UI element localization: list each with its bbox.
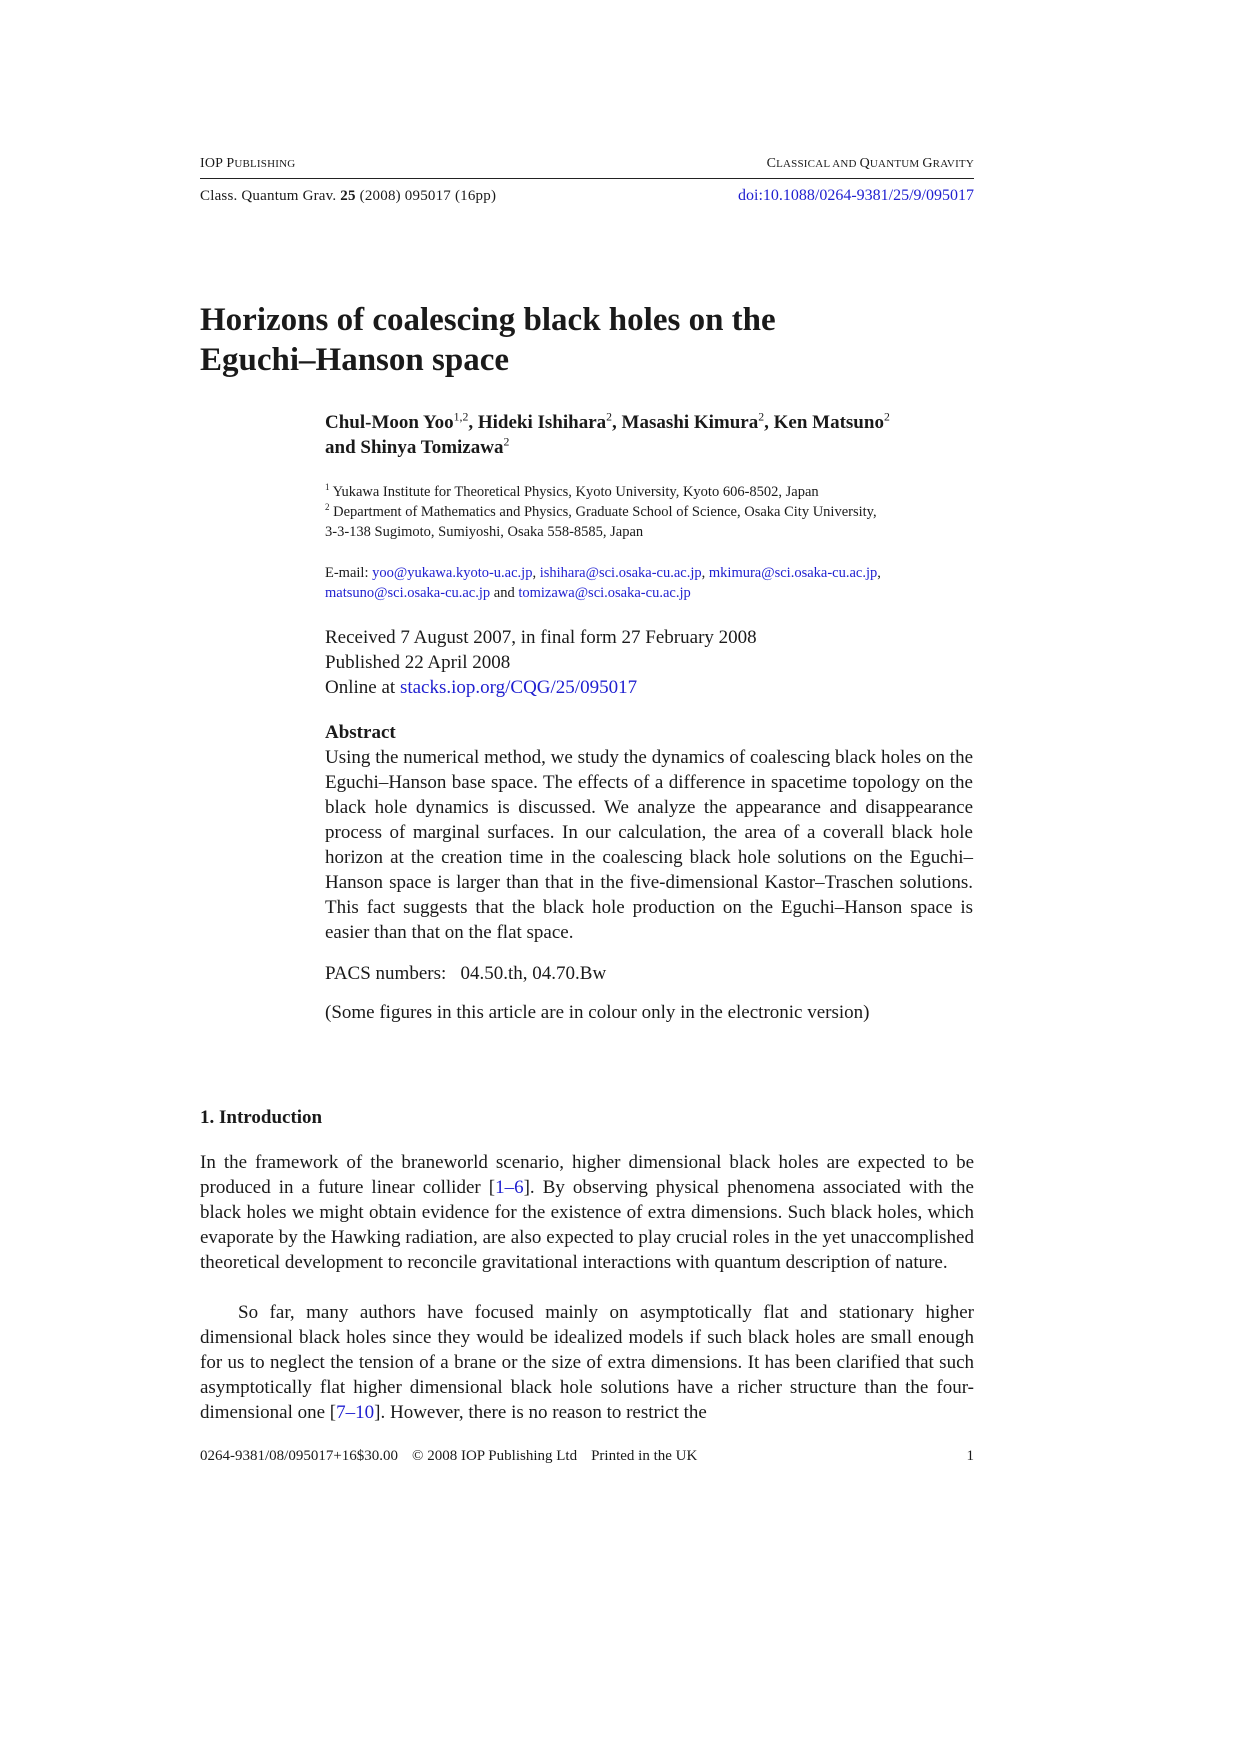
author-name: Chul-Moon Yoo bbox=[325, 412, 454, 433]
paragraph bbox=[200, 1300, 974, 1425]
affiliation-text: Department of Mathematics and Physics, Graduate School of Science, Osaka City University, bbox=[329, 504, 877, 520]
affiliation-2-line-2: 3-3-138 Sugimoto, Sumiyoshi, Osaka 558-8585, Japan bbox=[325, 524, 644, 540]
publisher-name bbox=[200, 156, 295, 172]
abstract bbox=[325, 720, 973, 945]
author-name: , Masashi Kimura bbox=[612, 412, 759, 433]
email-label: E-mail: bbox=[325, 565, 373, 581]
issn: 0264-9381/08/095017+16$30.00 bbox=[200, 1448, 399, 1464]
paragraph bbox=[200, 1150, 974, 1275]
author-list bbox=[325, 410, 975, 460]
affiliation-marker: 2 bbox=[325, 502, 330, 513]
affiliation-text: Yukawa Institute for Theoretical Physics, Kyoto University, Kyoto 606-8502, Japan bbox=[329, 484, 819, 500]
online-link[interactable]: stacks.iop.org/CQG/25/095017 bbox=[399, 677, 638, 698]
affiliation-marker: 1 bbox=[325, 482, 330, 493]
citation-prefix: Class. Quantum Grav. bbox=[200, 188, 341, 204]
printed-in: Printed in the UK bbox=[591, 1448, 698, 1464]
header-rule bbox=[200, 178, 974, 179]
journal-word-2: UANTUM bbox=[869, 158, 923, 170]
abstract-text: Using the numerical method, we study the dynamics of coalescing black holes on the Eguchi–Hanson base space. The effects of a difference in spacetime topology on the black hole dynamics is discussed. We analyze the appearance and disappearance process of marginal surfaces. In our calculation, the area of a coverall black hole horizon at the creation time in the coalescing black hole solutions on the Eguchi–Hanson space is larger than that in the five-dimensional Kastor–Traschen solutions. This fact suggests that the black hole production on the Eguchi–Hanson space is easier than that on the flat space. bbox=[325, 747, 973, 943]
email-link[interactable]: mkimura@sci.osaka-cu.ac.jp bbox=[708, 565, 878, 581]
abstract-heading: Abstract bbox=[325, 722, 396, 743]
paragraph-text: In the framework of the braneworld scenario, higher dimensional black holes are expected to be produced in a future linear collider [ bbox=[200, 1152, 974, 1198]
journal-initial-q: Q bbox=[859, 156, 870, 171]
received-date: Received 7 August 2007, in final form 27 February 2008 bbox=[325, 627, 757, 648]
author-affil-marker: 2 bbox=[606, 410, 613, 424]
colour-note: (Some figures in this article are in colour only in the electronic version) bbox=[325, 1002, 870, 1023]
affiliation-2 bbox=[325, 502, 975, 522]
online-label: Online at bbox=[325, 677, 400, 698]
email-separator: , bbox=[877, 565, 881, 581]
paragraph-text: So far, many authors have focused mainly on asymptotically flat and stationary higher dimensional black holes since they would be idealized models if such black holes are small enough for us to neglect the tension of a brane or the size of extra dimensions. It has been clarified that such asymptotically flat higher dimensional black hole solutions have a richer structure than the four-dimensional one [ bbox=[200, 1302, 974, 1423]
reference-link[interactable]: 1–6 bbox=[495, 1177, 524, 1198]
author-affil-marker: 2 bbox=[503, 435, 510, 449]
journal-word-1: LASSICAL AND bbox=[776, 158, 860, 170]
citation-suffix: (2008) 095017 (16pp) bbox=[355, 188, 497, 204]
email-link[interactable]: tomizawa@sci.osaka-cu.ac.jp bbox=[518, 585, 691, 601]
section-heading: 1. Introduction bbox=[200, 1107, 323, 1128]
title-line-1: Horizons of coalescing black holes on the bbox=[200, 302, 776, 338]
publisher-rest: UBLISHING bbox=[234, 158, 296, 170]
author-affil-marker: 1,2 bbox=[453, 410, 469, 424]
journal-word-3: RAVITY bbox=[932, 158, 974, 170]
publication-dates bbox=[325, 625, 975, 700]
email-separator: , bbox=[701, 565, 709, 581]
email-separator: , bbox=[532, 565, 540, 581]
journal-initial-c: C bbox=[766, 156, 777, 171]
title-line-2: Eguchi–Hanson space bbox=[200, 342, 509, 378]
journal-initial-g: G bbox=[922, 156, 933, 171]
author-name: , Ken Matsuno bbox=[764, 412, 884, 433]
email-block bbox=[325, 563, 975, 603]
email-and: and bbox=[490, 585, 519, 601]
reference-link[interactable]: 7–10 bbox=[336, 1402, 375, 1423]
affiliations bbox=[325, 482, 975, 542]
publisher-initial: IOP P bbox=[200, 156, 235, 171]
author-name: , Hideki Ishihara bbox=[468, 412, 607, 433]
author-name: and Shinya Tomizawa bbox=[325, 437, 504, 458]
paragraph-text: ]. However, there is no reason to restrict the bbox=[374, 1402, 707, 1423]
pacs-numbers: PACS numbers: 04.50.th, 04.70.Bw bbox=[325, 963, 607, 984]
paragraph-text: ]. By observing physical phenomena associated with the black holes we might obtain evidence for the existence of extra dimensions. Such black holes, which evaporate by the Hawking radiation, are also expected to play crucial roles in the yet unaccomplished theoretical development to reconcile gravitational interactions with quantum description of nature. bbox=[200, 1177, 974, 1273]
citation bbox=[200, 188, 496, 205]
email-link[interactable]: yoo@yukawa.kyoto-u.ac.jp bbox=[372, 565, 533, 581]
copyright: © 2008 IOP Publishing Ltd bbox=[412, 1448, 578, 1464]
author-affil-marker: 2 bbox=[758, 410, 765, 424]
author-affil-marker: 2 bbox=[883, 410, 890, 424]
email-link[interactable]: ishihara@sci.osaka-cu.ac.jp bbox=[539, 565, 702, 581]
page-number: 1 bbox=[966, 1448, 974, 1464]
doi-link[interactable]: doi:10.1088/0264-9381/25/9/095017 bbox=[738, 187, 974, 204]
paper-title bbox=[200, 300, 1000, 380]
citation-volume: 25 bbox=[340, 188, 356, 204]
affiliation-1 bbox=[325, 482, 975, 502]
journal-name bbox=[767, 156, 974, 172]
email-link[interactable]: matsuno@sci.osaka-cu.ac.jp bbox=[325, 585, 491, 601]
published-date: Published 22 April 2008 bbox=[325, 652, 511, 673]
